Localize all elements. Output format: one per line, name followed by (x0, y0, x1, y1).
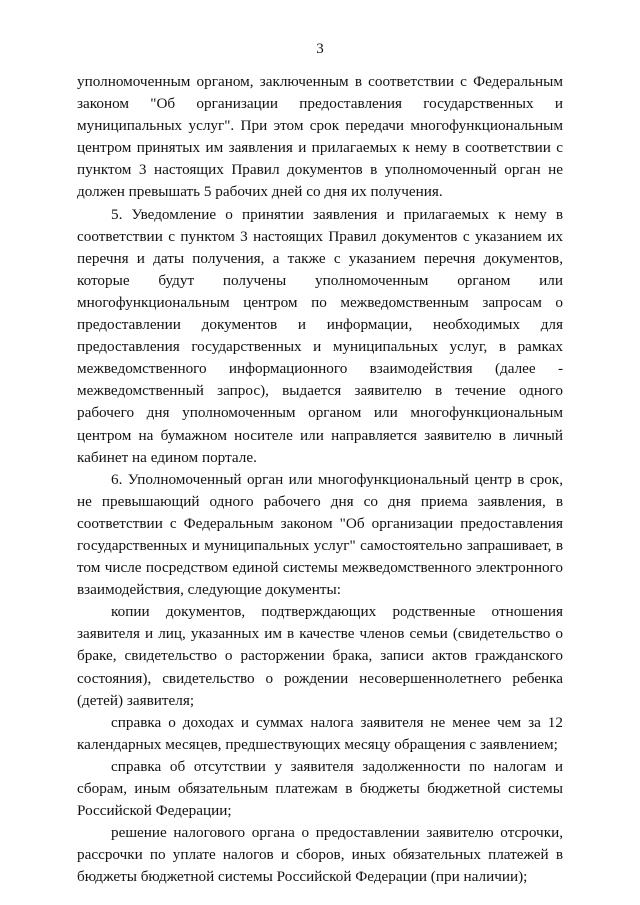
paragraph-document-no-debt-certificate: справка об отсутствии у заявителя задолженности по налогам и сборам, иным обязательным платежам в бюджеты бюджетной системы Российской Федерации; (77, 757, 563, 820)
paragraph-item-6: 6. Уполномоченный орган или многофункциональный центр в срок, не превышающий одного рабочего дня со дня приема заявления, в соответствии с Федеральным законом "Об организации предоставления государственных и муниципальных услуг" самостоятельно запрашивает, в том числе посредством единой системы межведомственного электронного взаимодействия, следующие документы: (77, 470, 563, 599)
page-number: 3 (316, 41, 324, 57)
paragraph-continuation: уполномоченным органом, заключенным в соответствии с Федеральным законом "Об организации предоставления государственных и муниципальных услуг". При этом срок передачи многофункциональным центром принятых им заявления и прилагаемых к нему в соответствии с пунктом 3 настоящих Правил документов в уполномоченный орган не должен превышать 5 рабочих дней со дня их получения. (77, 73, 563, 201)
paragraph-document-tax-deferral-decision: решение налогового органа о предоставлении заявителю отсрочки, рассрочки по уплате налогов и сборов, иных обязательных платежей в бюджеты бюджетной системы Российской Федерации (при наличии); (77, 824, 563, 886)
paragraph-item-5: 5. Уведомление о принятии заявления и прилагаемых к нему в соответствии с пунктом 3 настоящих Правил документов с указанием их перечня и даты получения, а также с указанием перечня документов, которые будут получены уполномоченным органом или многофункциональным центром по межведомственным запросам о предоставлении документов и информации, необходимых для предоставления государственных и муниципальных услуг, в рамках межведомственного информационного взаимодействия (далее - межведомственный запрос), выдается заявителю в течение одного рабочего дня уполномоченным органом или многофункциональным центром на бумажном носителе или направляется заявителю в личный кабинет на едином портале. (77, 205, 563, 466)
paragraph-document-relationship-copies: копии документов, подтверждающих родственные отношения заявителя и лиц, указанных им в качестве членов семьи (свидетельство о браке, свидетельство о расторжении брака, записи актов гражданского состояния), свидетельство о рождении несовершеннолетнего ребенка (детей) заявителя; (77, 603, 563, 709)
document-body (77, 71, 563, 888)
paragraph-document-income-certificate: справка о доходах и суммах налога заявителя не менее чем за 12 календарных месяцев, предшествующих месяцу обращения с заявлением; (77, 713, 563, 753)
